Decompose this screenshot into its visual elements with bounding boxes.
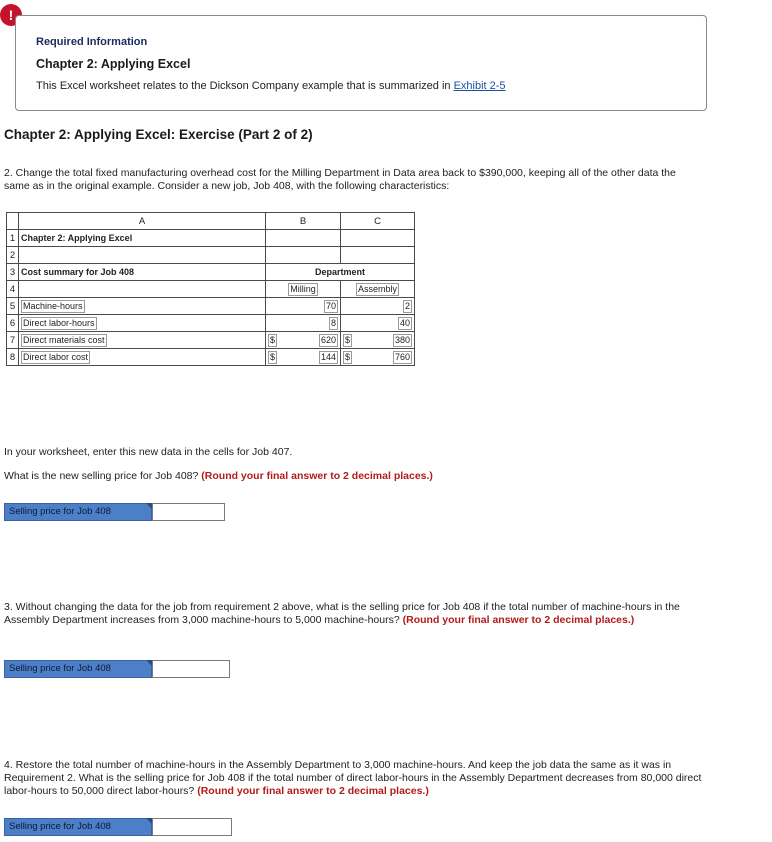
selling-price-input-q3[interactable]	[152, 660, 230, 678]
cell-a1	[19, 230, 266, 247]
direct-materials-cost-label: Direct materials cost	[23, 334, 105, 345]
assembly-machine-hours: 2	[404, 300, 410, 311]
milling-direct-labor-cost: 144	[320, 351, 336, 362]
cell-c7[interactable]	[341, 332, 415, 349]
required-info-description: This Excel worksheet relates to the Dickson Company example that is summarized in Exhibit 2-5	[36, 80, 506, 92]
exhibit-link[interactable]: Exhibit 2-5	[453, 80, 506, 92]
milling-direct-materials-cost: 620	[320, 334, 336, 345]
milling-header: Milling	[290, 283, 316, 294]
cell-b5[interactable]	[266, 298, 341, 315]
cell-a6	[19, 315, 266, 332]
answer-label-q4: Selling price for Job 408	[4, 818, 152, 836]
cell-b1	[266, 230, 341, 247]
cell-c4	[341, 281, 415, 298]
assembly-direct-materials-cost: 380	[394, 334, 410, 345]
cell-a7	[19, 332, 266, 349]
row-header-8: 8	[7, 349, 19, 366]
cell-c6[interactable]	[341, 315, 415, 332]
cell-a3	[19, 264, 266, 281]
required-info-label: Required Information	[36, 36, 148, 48]
alert-icon: !	[0, 4, 22, 26]
currency-symbol: $	[345, 351, 351, 362]
col-header-c: C	[341, 213, 415, 230]
cell-a5	[19, 298, 266, 315]
row-header-7: 7	[7, 332, 19, 349]
answer-label-q2: Selling price for Job 408	[4, 503, 152, 521]
direct-labor-hours-label: Direct labor-hours	[23, 317, 95, 328]
question-3-text: 3. Without changing the data for the job from requirement 2 above, what is the selling price for Job 408 if the total number of machine-hours in the Assembly Department increases from 3,000 machine-hours to 5,000 machine-hours? (Round your final answer to 2 decimal places.)	[4, 601, 680, 626]
milling-direct-labor-hours: 8	[330, 317, 336, 328]
assembly-header: Assembly	[357, 283, 397, 294]
spreadsheet	[6, 212, 415, 366]
required-info-chapter: Chapter 2: Applying Excel	[36, 57, 191, 71]
cell-a8	[19, 349, 266, 366]
cell-c5[interactable]	[341, 298, 415, 315]
row-header-1: 1	[7, 230, 19, 247]
cell-c2	[341, 247, 415, 264]
milling-machine-hours: 70	[325, 300, 336, 311]
enter-data-text: In your worksheet, enter this new data in the cells for Job 407.	[4, 446, 293, 458]
cell-b3-merged	[266, 264, 415, 281]
question-4-text: 4. Restore the total number of machine-hours in the Assembly Department to 3,000 machine-hours. And keep the job data the same as it was in Requirement 2. What is the selling price for Job 408 if the total number of direct labor-hours in the Assembly Department decreases from 80,000 direct labor-hours to 50,000 direct labor-hours? (Round your final answer to 2 decimal places.)	[4, 759, 702, 797]
cell-b7[interactable]	[266, 332, 341, 349]
answer-row-q3	[4, 660, 230, 678]
selling-price-input-q2[interactable]	[152, 503, 225, 521]
currency-symbol: $	[345, 334, 351, 345]
round-instruction: (Round your final answer to 2 decimal places.)	[197, 785, 429, 797]
row-header-2: 2	[7, 247, 19, 264]
round-instruction: (Round your final answer to 2 decimal places.)	[402, 614, 635, 626]
exercise-title: Chapter 2: Applying Excel: Exercise (Part 2 of 2)	[4, 127, 313, 142]
row-header-6: 6	[7, 315, 19, 332]
assembly-direct-labor-hours: 40	[399, 317, 410, 328]
question-2-text: 2. Change the total fixed manufacturing overhead cost for the Milling Department in Data area back to $390,000, keeping all of the other data the same as in the original example. Consider a new job, Job 408, with the following characteristics:	[4, 167, 676, 192]
currency-symbol: $	[270, 351, 276, 362]
row-header-3: 3	[7, 264, 19, 281]
row-header-5: 5	[7, 298, 19, 315]
currency-symbol: $	[270, 334, 276, 345]
cell-a1-text: Chapter 2: Applying Excel	[21, 233, 133, 243]
answer-row-q4	[4, 818, 232, 836]
round-instruction: (Round your final answer to 2 decimal places.)	[201, 470, 433, 482]
assembly-direct-labor-cost: 760	[394, 351, 410, 362]
answer-label-q3: Selling price for Job 408	[4, 660, 152, 678]
required-info-box	[15, 15, 707, 111]
question-2-prompt: What is the new selling price for Job 408? (Round your final answer to 2 decimal places.)	[4, 470, 433, 482]
cell-a3-text: Cost summary for Job 408	[21, 267, 135, 277]
col-header-a: A	[19, 213, 266, 230]
answer-row-q2	[4, 503, 225, 521]
col-header-b: B	[266, 213, 341, 230]
machine-hours-label: Machine-hours	[23, 300, 83, 311]
corner-cell	[7, 213, 19, 230]
cell-a2	[19, 247, 266, 264]
cell-c8[interactable]	[341, 349, 415, 366]
cell-b8[interactable]	[266, 349, 341, 366]
row-header-4: 4	[7, 281, 19, 298]
selling-price-input-q4[interactable]	[152, 818, 232, 836]
cell-c1	[341, 230, 415, 247]
cell-a4	[19, 281, 266, 298]
department-header: Department	[314, 267, 365, 277]
cell-b2	[266, 247, 341, 264]
direct-labor-cost-label: Direct labor cost	[23, 351, 89, 362]
cell-b6[interactable]	[266, 315, 341, 332]
cell-b4	[266, 281, 341, 298]
